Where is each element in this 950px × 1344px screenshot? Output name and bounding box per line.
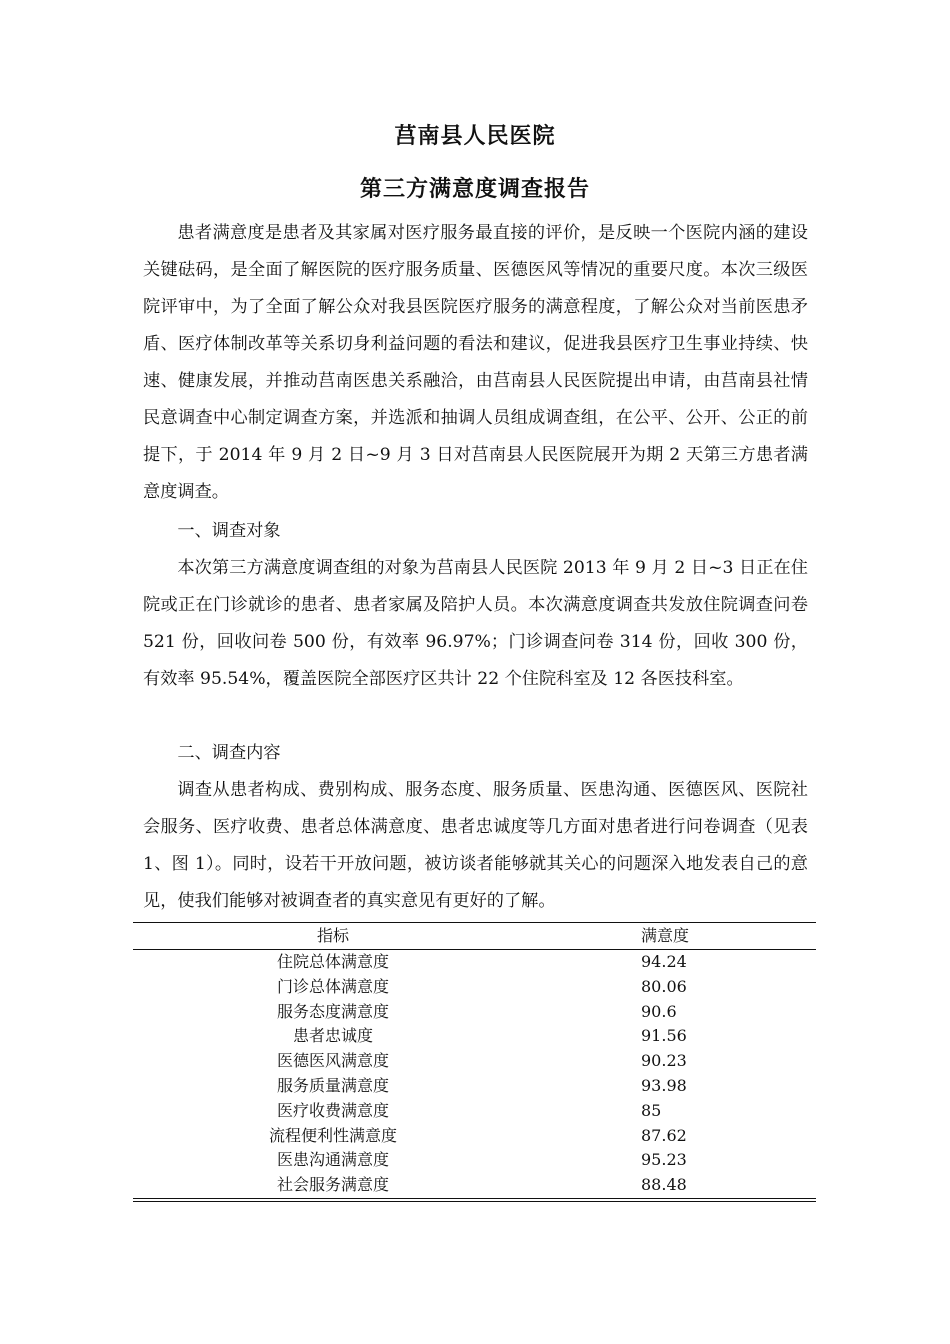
table-row <box>133 1049 816 1074</box>
table-cell-indicator: 医德医风满意度 <box>276 1051 389 1071</box>
table-row <box>133 950 816 975</box>
table-header-row <box>133 923 816 950</box>
table-cell-indicator: 患者忠诚度 <box>292 1026 373 1046</box>
table-cell-indicator: 社会服务满意度 <box>276 1175 389 1195</box>
table-row <box>133 1024 816 1049</box>
table-cell-value: 80.06 <box>641 976 687 996</box>
table-cell-value: 85 <box>641 1100 662 1120</box>
table-cell-value: 94.24 <box>641 952 687 971</box>
table-row <box>133 1099 816 1124</box>
section-heading-content: 二、调查内容 <box>177 743 281 763</box>
table-cell-indicator: 医患沟通满意度 <box>276 1150 389 1170</box>
table-row <box>133 975 816 1000</box>
table-row <box>133 1124 816 1149</box>
table-cell-value: 93.98 <box>641 1075 687 1095</box>
table-cell-value: 88.48 <box>641 1175 687 1195</box>
table-cell-value: 91.56 <box>641 1026 687 1046</box>
table-row <box>133 1148 816 1173</box>
document-title: 莒南县人民医院 <box>394 124 556 149</box>
table-cell-indicator: 门诊总体满意度 <box>276 976 389 996</box>
table-row <box>133 1173 816 1200</box>
table-cell-value: 90.23 <box>641 1051 687 1071</box>
table-header-satisfaction: 满意度 <box>641 926 690 945</box>
table-row <box>133 1000 816 1025</box>
table-cell-value: 87.62 <box>641 1125 687 1145</box>
table-cell-indicator: 服务质量满意度 <box>276 1075 389 1095</box>
document-subtitle: 第三方满意度调查报告 <box>359 177 590 202</box>
table-cell-indicator: 医疗收费满意度 <box>276 1100 389 1120</box>
satisfaction-table <box>133 922 816 1202</box>
table-header-indicator: 指标 <box>316 926 349 945</box>
intro-paragraph: 患者满意度是患者及其家属对医疗服务最直接的评价，是反映一个医院内涵的建设关键砝码，是全面了解医院的医疗服务质量、医德医风等情况的重要尺度。本次三级医院评审中，为了全面了解公众对我县医院医疗服务的满意程度，了解公众对当前医患矛盾、医疗体制改革等关系切身利益问题的看法和建议，促进我县医疗卫生事业持续、快速、健康发展，并推动莒南医患关系融洽，由莒南县人民医院提出申请，由莒南县社情民意调查中心制定调查方案，并选派和抽调人员组成调查组，在公平、公开、公正的前提下，于 2014 年 9 月 2 日~9 月 3 日对莒南县人民医院展开为期 2 天第三方患者满意度调查。 <box>143 223 808 502</box>
table-row <box>133 1074 816 1099</box>
table-cell-indicator: 流程便利性满意度 <box>268 1125 397 1145</box>
table-cell-indicator: 服务态度满意度 <box>276 1001 389 1021</box>
content-paragraph: 调查从患者构成、费别构成、服务态度、服务质量、医患沟通、医德医风、医院社会服务、医疗收费、患者总体满意度、患者忠诚度等几方面对患者进行问卷调查（见表 1、图 1）。同时，设若干开放问题，被访谈者能够就其关心的问题深入地发表自己的意见，使我们能够对被调查者的真实意见有更好的了解。 <box>143 780 808 911</box>
section-heading-subjects: 一、调查对象 <box>177 521 281 541</box>
table-cell-value: 95.23 <box>641 1150 687 1170</box>
table-cell-indicator: 住院总体满意度 <box>276 952 389 971</box>
subjects-paragraph: 本次第三方满意度调查组的对象为莒南县人民医院 2013 年 9 月 2 日~3 日正在住院或正在门诊就诊的患者、患者家属及陪护人员。本次满意度调查共发放住院调查问卷 521 份，回收问卷 500 份，有效率 96.97%；门诊调查问卷 314 份，回收 300 份，有效率 95.54%，覆盖医院全部医疗区共计 22 个住院科室及 12 各医技科室。 <box>143 558 808 689</box>
table-cell-value: 90.6 <box>641 1001 677 1021</box>
